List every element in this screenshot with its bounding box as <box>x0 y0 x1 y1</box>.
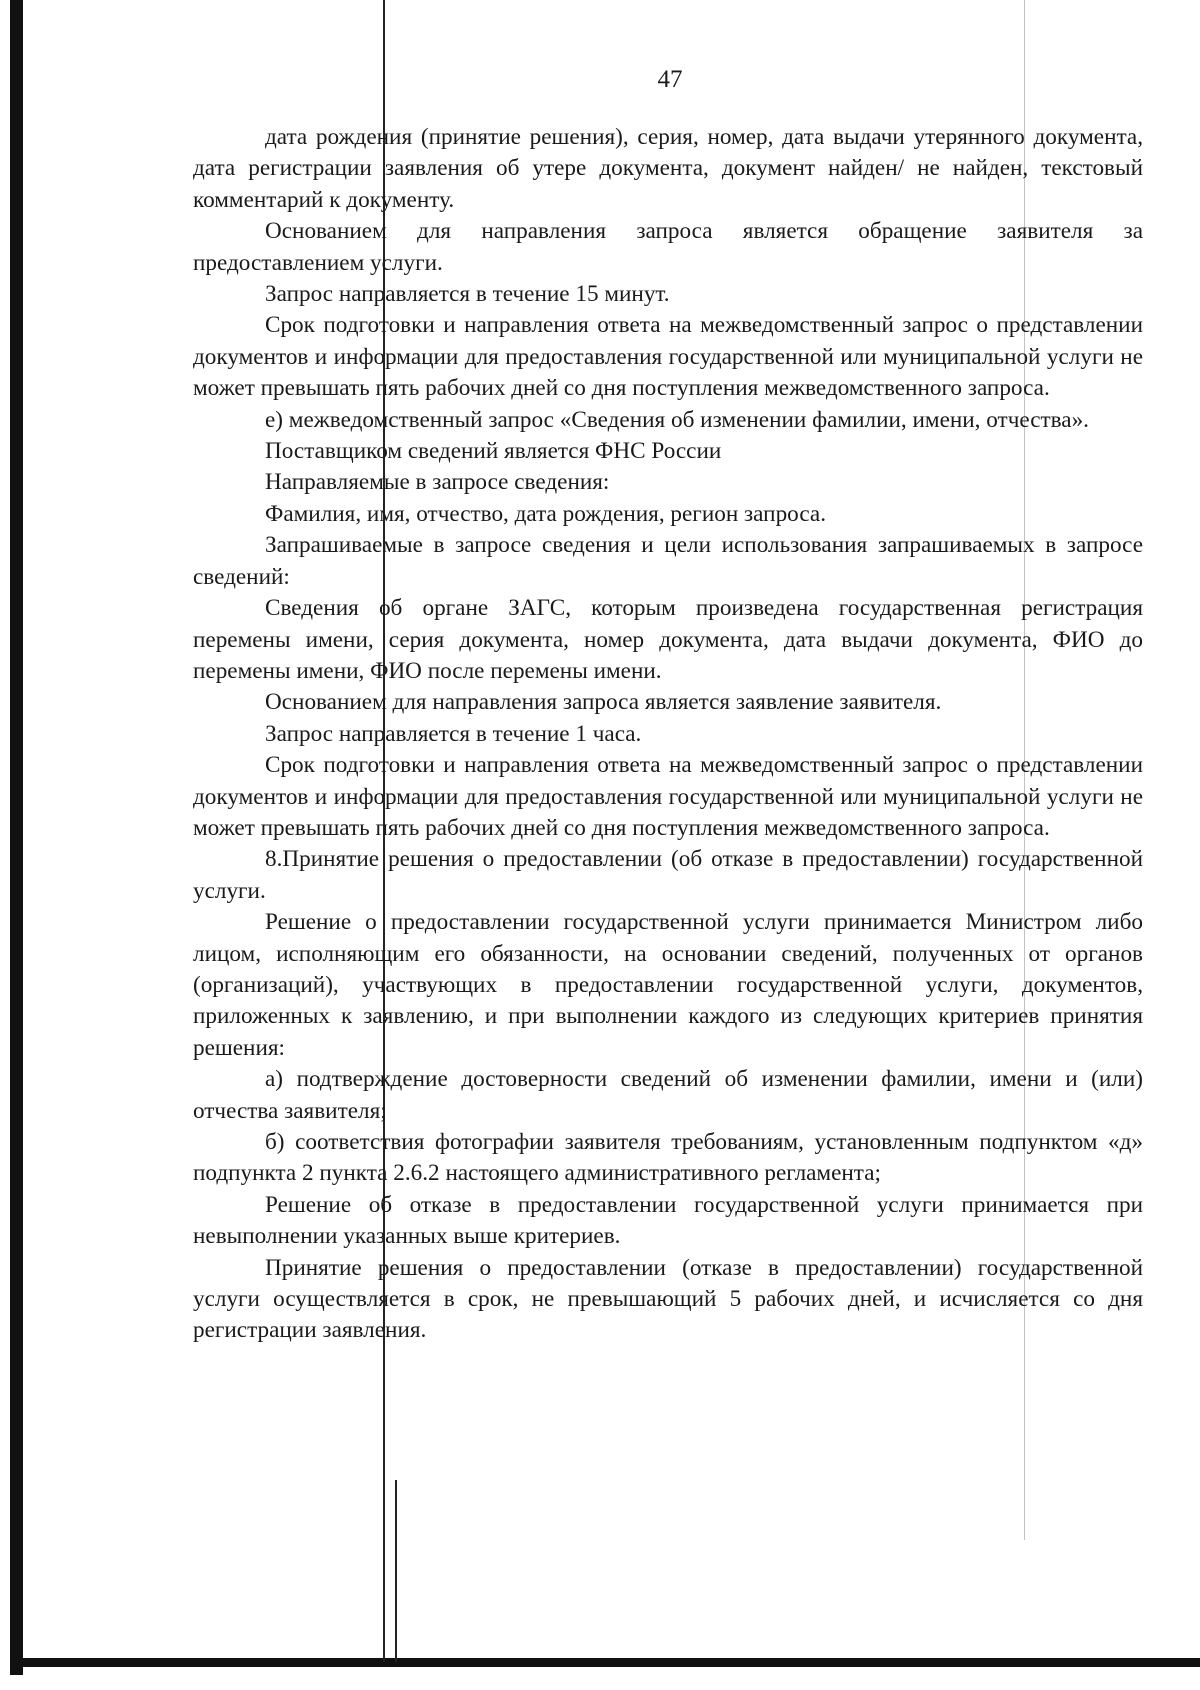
paragraph: е) межведомственный запрос «Сведения об изменении фамилии, имени, отчества». <box>265 406 1089 433</box>
paragraph: Запрос направляется в течение 15 минут. <box>265 281 670 308</box>
list-item: б) соответствия фотографии заявителя требованиям, установленным подпунктом «д» подпункта 2 пункта 2.6.2 настоящего административного регламента; <box>193 1129 1143 1187</box>
section-heading: 8.Принятие решения о предоставлении (об отказе в предоставлении) государственной услуги. <box>193 846 1143 904</box>
scan-fold-line-lower <box>395 1480 397 1662</box>
paragraph: Решение о предоставлении государственной услуги принимается Министром либо лицом, исполняющим его обязанности, на основании сведений, полученных от органов (организаций), участвующих в предоставлении государственной услуги, документов, приложенных к заявлению, и при выполнении каждого из следующих критериев принятия решения: <box>193 909 1143 1061</box>
list-item: а) подтверждение достоверности сведений об изменении фамилии, имени и (или) отчества заявителя; <box>193 1066 1143 1124</box>
page-number: 47 <box>657 66 683 93</box>
paragraph: дата рождения (принятие решения), серия, номер, дата выдачи утерянного документа, дата регистрации заявления об утере документа, документ найден/ не найден, текстовый комментарий к документу. <box>193 124 1143 213</box>
paragraph: Запрос направляется в течение 1 часа. <box>265 720 642 747</box>
paragraph: Фамилия, имя, отчество, дата рождения, регион запроса. <box>265 500 827 527</box>
paragraph: Принятие решения о предоставлении (отказе в предоставлении) государственной услуги осуществляется в срок, не превышающий 5 рабочих дней, и исчисляется со дня регистрации заявления. <box>193 1254 1143 1344</box>
document-body <box>193 122 1143 1347</box>
paragraph: Основанием для направления запроса является заявление заявителя. <box>265 689 942 716</box>
paragraph: Срок подготовки и направления ответа на межведомственный запрос о представлении документов и информации для предоставления государственной или муниципальной услуги не может превышать пять рабочих дней со дня поступления межведомственного запроса. <box>193 312 1143 402</box>
scan-edge-bottom <box>23 1658 1200 1667</box>
paragraph: Срок подготовки и направления ответа на межведомственный запрос о представлении документов и информации для предоставления государственной или муниципальной услуги не может превышать пять рабочих дней со дня поступления межведомственного запроса. <box>193 752 1143 841</box>
paragraph: Поставщиком сведений является ФНС России <box>265 438 722 465</box>
scan-edge-left <box>10 0 23 1675</box>
paragraph: Основанием для направления запроса является обращение заявителя за предоставлением услуги. <box>193 218 1143 276</box>
paragraph: Решение об отказе в предоставлении государственной услуги принимается при невыполнении указанных выше критериев. <box>193 1191 1143 1250</box>
paragraph: Направляемые в запросе сведения: <box>265 469 610 496</box>
paragraph: Запрашиваемые в запросе сведения и цели использования запрашиваемых в запросе сведений: <box>193 532 1143 590</box>
paragraph: Сведения об органе ЗАГС, которым произведена государственная регистрация перемены имени, серия документа, номер документа, дата выдачи документа, ФИО до перемены имени, ФИО после перемены имени. <box>193 595 1143 684</box>
